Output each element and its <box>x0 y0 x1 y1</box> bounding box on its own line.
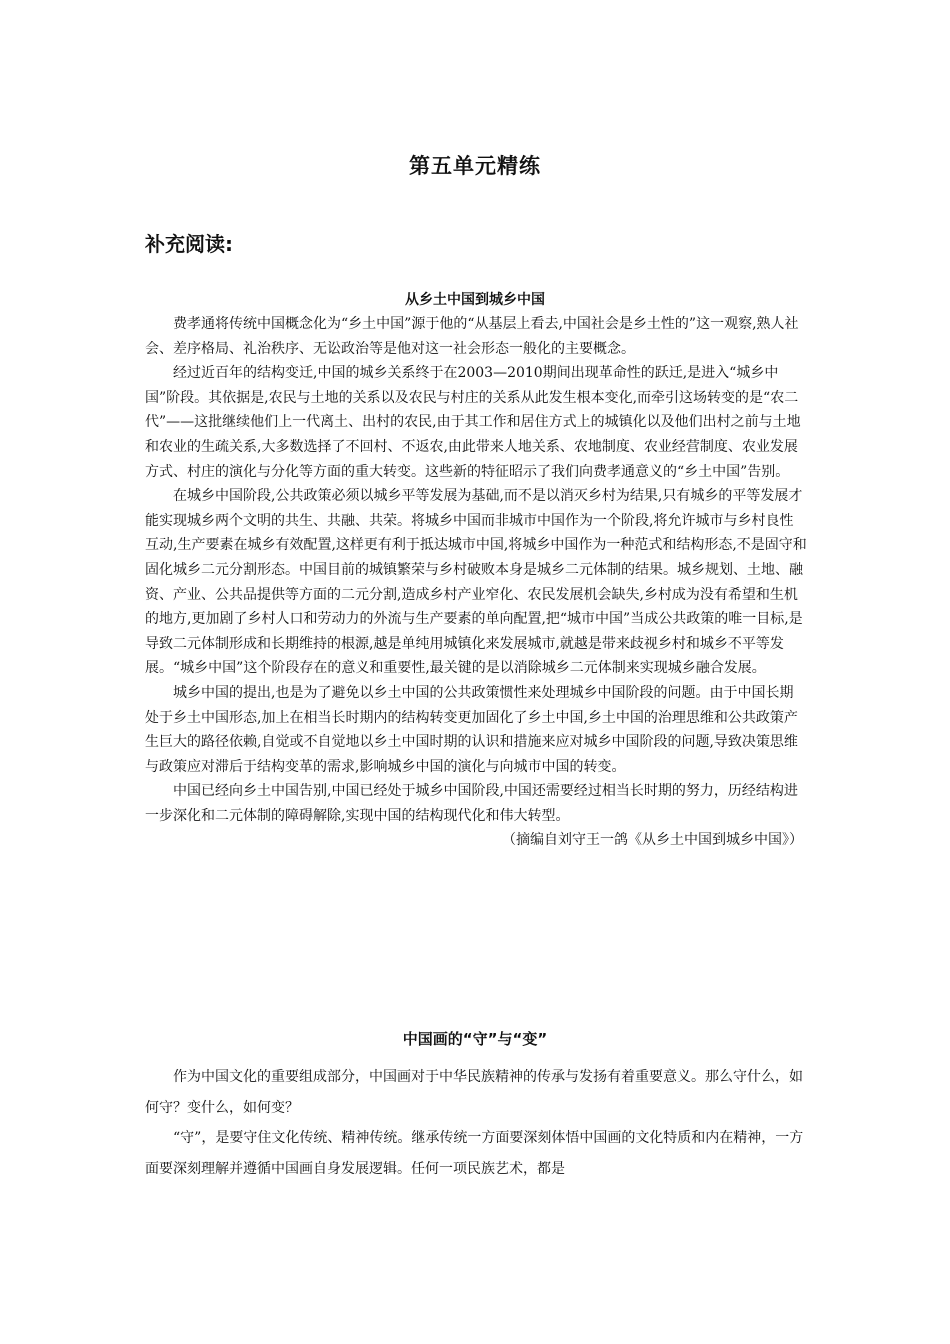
page-title: 第五单元精练 <box>409 154 541 178</box>
article1-body <box>145 312 807 853</box>
section-heading: 补充阅读: <box>145 232 233 256</box>
article1-paragraph-3: 在城乡中国阶段,公共政策必须以城乡平等发展为基础,而不是以消灭乡村为结果,只有城乡的平等发展才能实现城乡两个文明的共生、共融、共荣。将城乡中国而非城市中国作为一个阶段,将允许城市与乡村良性互动,生产要素在城乡有效配置,这样更有利于抵达城市中国,将城乡中国作为一种范式和结构形态,不是固守和固化城乡二元分割形态。中国目前的城镇繁荣与乡村破败本身是城乡二元体制的结果。城乡规划、土地、融资、产业、公共品提供等方面的二元分割,造成乡村产业窄化、农民发展机会缺失,乡村成为没有希望和生机的地方,更加剧了乡村人口和劳动力的外流与生产要素的单向配置,把“城市中国”当成公共政策的唯一目标,是导致二元体制形成和长期维持的根源,越是单纯用城镇化来发展城市,就越是带来歧视乡村和城乡不平等发展。“城乡中国”这个阶段存在的意义和重要性,最关键的是以消除城乡二元体制来实现城乡融合发展。 <box>145 488 807 677</box>
article2-title: 中国画的“守”与“变” <box>402 1030 548 1048</box>
article2-paragraph-2: “守”，是要守住文化传统、精神传统。继承传统一方面要深刻体悟中国画的文化特质和内在精神，一方面要深刻理解并遵循中国画自身发展逻辑。任何一项民族艺术，都是 <box>145 1130 804 1177</box>
article1-paragraph-5: 中国已经向乡土中国告别,中国已经处于城乡中国阶段,中国还需要经过相当长时期的努力，历经结构进一步深化和二元体制的障碍解除,实现中国的结构现代化和伟大转型。 <box>145 783 798 824</box>
article1-paragraph-2: 经过近百年的结构变迁,中国的城乡关系终于在2003—2010期间出现革命性的跃迁,是进入“城乡中国”阶段。其依据是,农民与土地的关系以及农民与村庄的关系从此发生根本变化,而牵引这场转变的是“农二代”——这批继续他们上一代离土、出村的农民,由于其工作和居住方式上的城镇化以及他们出村之前与土地和农业的生疏关系,大多数选择了不回村、不返农,由此带来人地关系、农地制度、农业经营制度、农业发展方式、村庄的演化与分化等方面的重大转变。这些新的特征昭示了我们向费孝通意义的“乡土中国”告别。 <box>145 365 801 480</box>
article2-body <box>145 1062 809 1184</box>
article1-source: （摘编自刘守王一鸽《从乡土中国到城乡中国》） <box>502 832 803 849</box>
article2-paragraph-1: 作为中国文化的重要组成部分，中国画对于中华民族精神的传承与发扬有着重要意义。那么守什么，如何守？变什么，如何变？ <box>145 1069 803 1116</box>
article1-paragraph-1: 费孝通将传统中国概念化为“乡土中国”源于他的“从基层上看去,中国社会是乡土性的”这一观察,熟人社会、差序格局、礼治秩序、无讼政治等是他对这一社会形态一般化的主要概念。 <box>145 316 799 357</box>
article1-paragraph-4: 城乡中国的提出,也是为了避免以乡土中国的公共政策惯性来处理城乡中国阶段的问题。由于中国长期处于乡土中国形态,加上在相当长时期内的结构转变更加固化了乡土中国,乡土中国的治理思维和公共政策产生巨大的路径依赖,自觉或不自觉地以乡土中国时期的认识和措施来应对城乡中国阶段的问题,导致决策思维与政策应对滞后于结构变革的需求,影响城乡中国的演化与向城市中国的转变。 <box>145 684 798 775</box>
article1-title: 从乡土中国到城乡中国 <box>405 292 545 308</box>
